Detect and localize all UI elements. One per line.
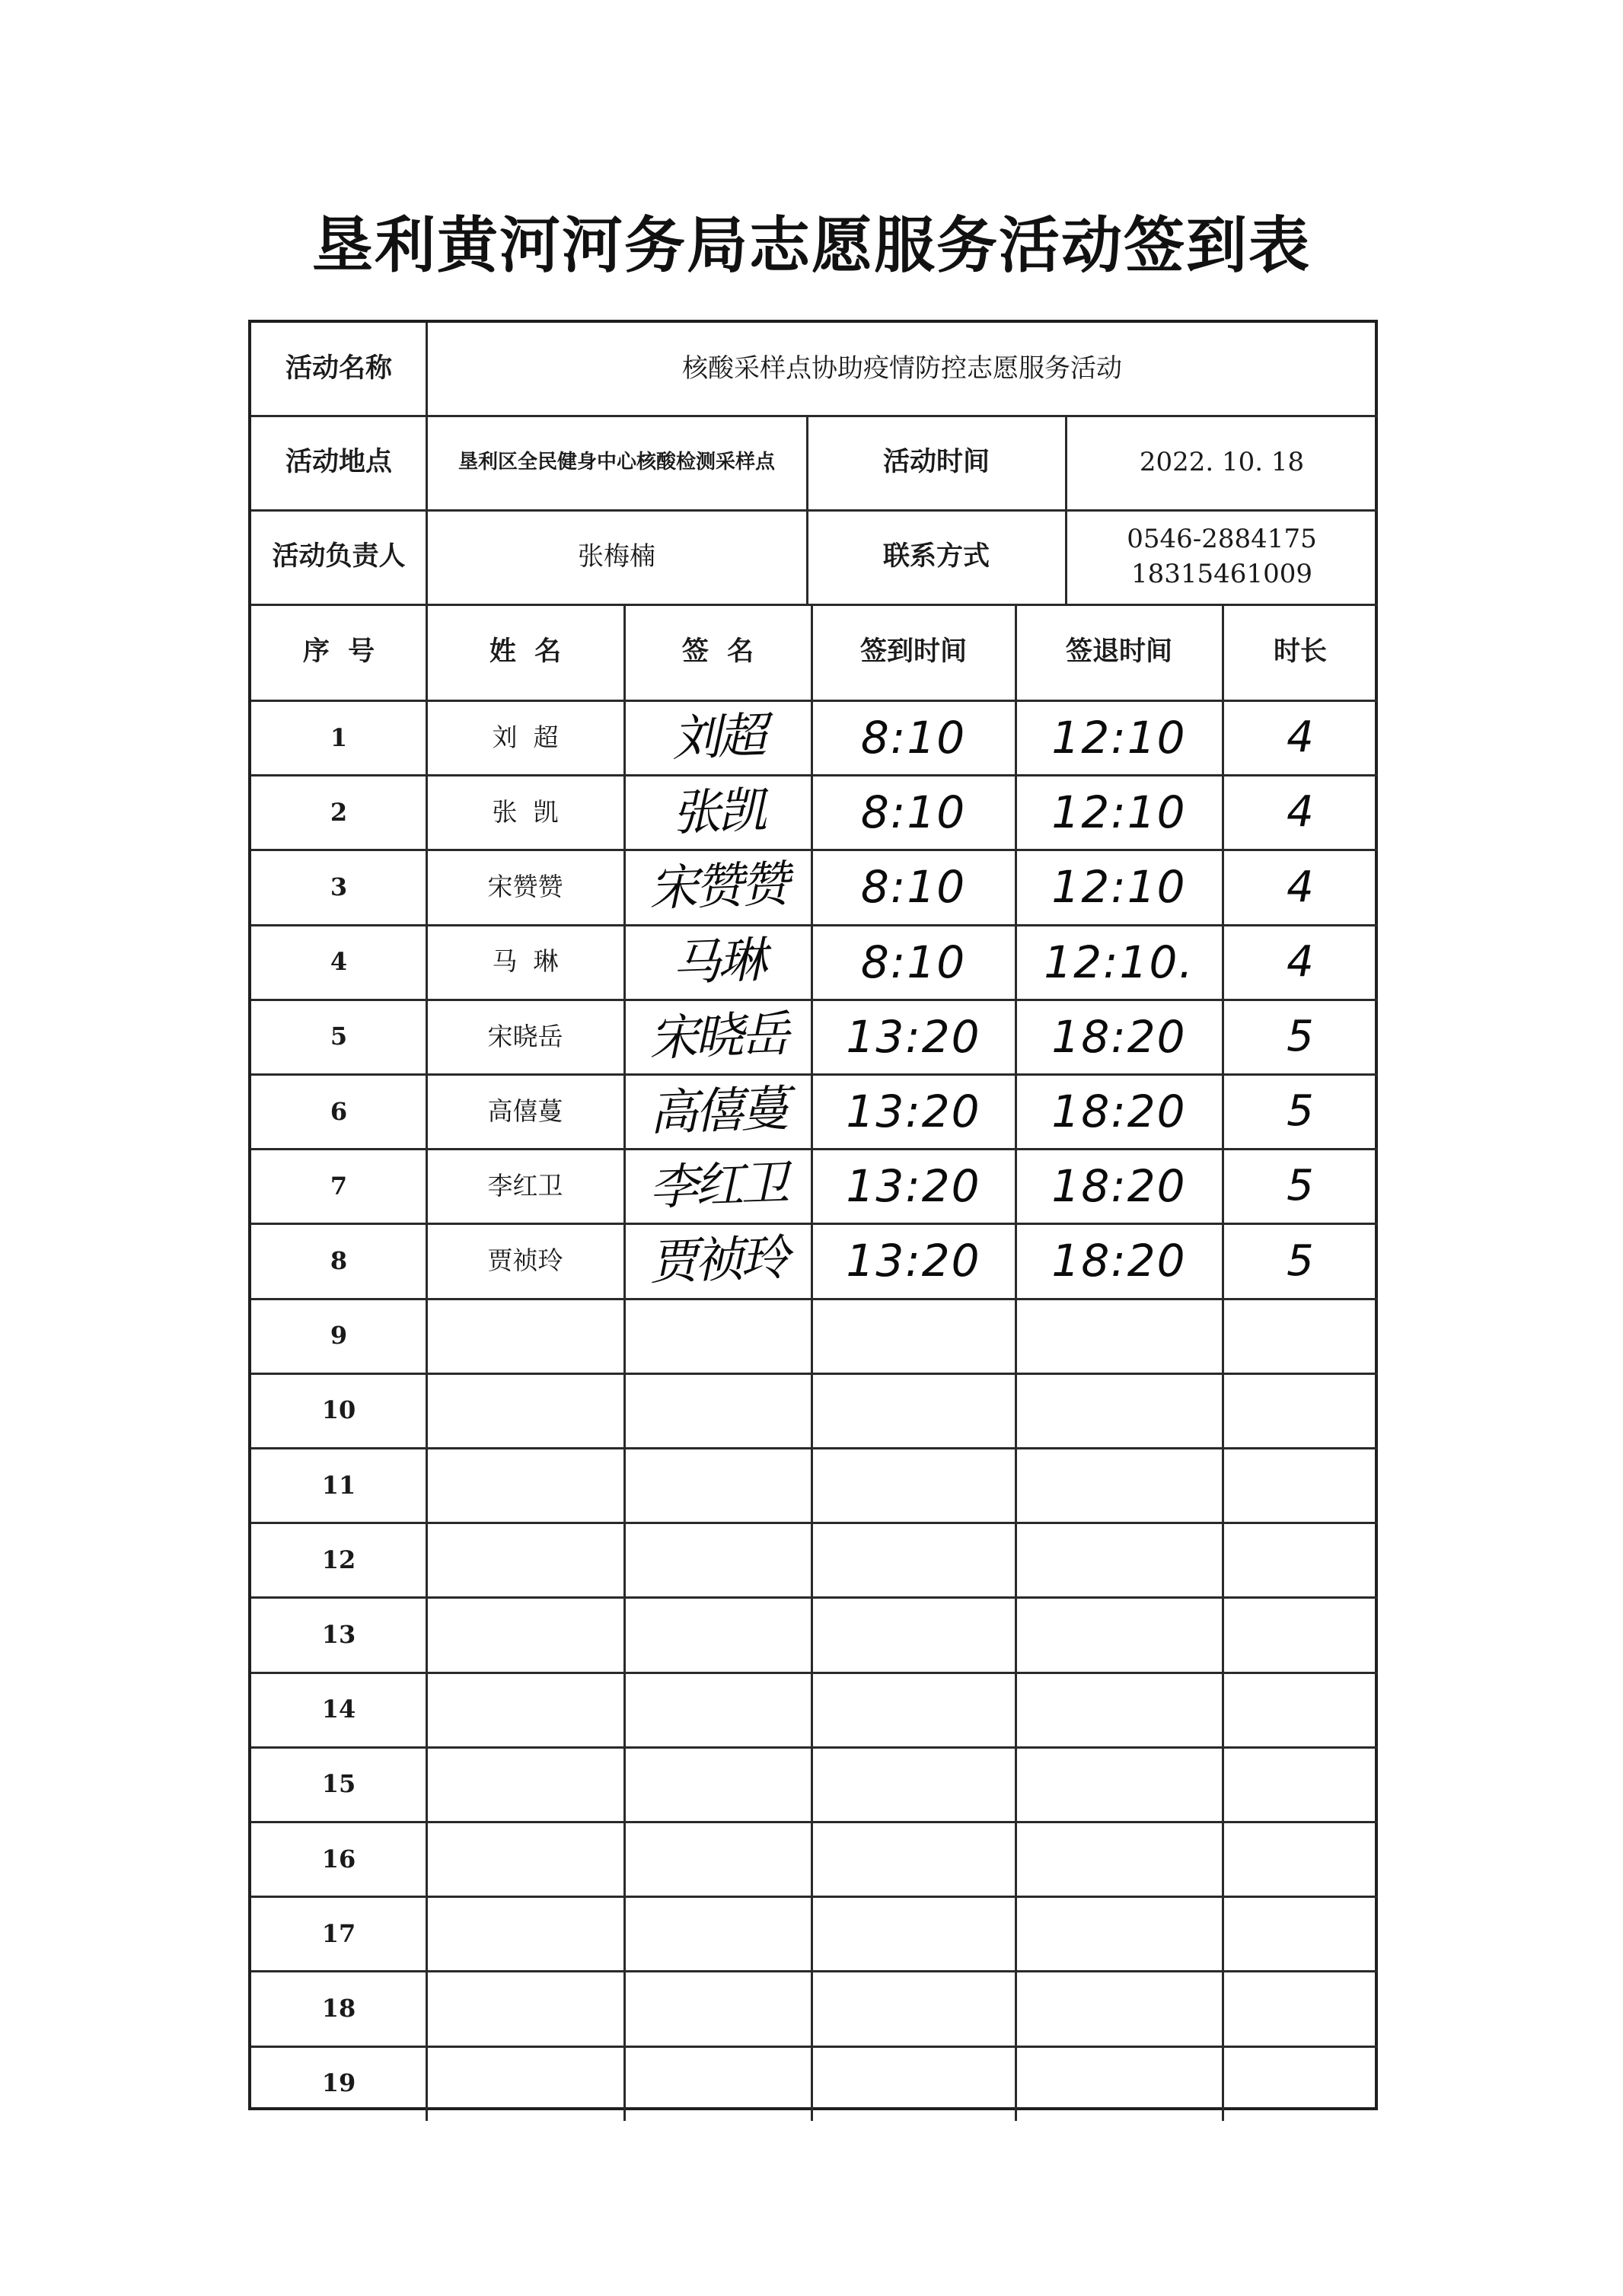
volunteer-name — [426, 1747, 624, 1822]
volunteer-name — [426, 1673, 624, 1747]
handwritten-signature — [623, 1370, 812, 1452]
duration-hours — [1223, 1523, 1378, 1597]
row-number: 12 — [321, 1545, 356, 1574]
grid-line — [623, 604, 626, 2121]
volunteer-name: 贾祯玲 — [487, 1245, 563, 1276]
duration-hours — [1223, 1448, 1378, 1523]
sign-in-time — [812, 1673, 1016, 1747]
volunteer-name — [426, 1971, 624, 2046]
volunteer-name — [426, 1896, 624, 1971]
volunteer-name: 李红卫 — [487, 1171, 563, 1201]
header-signature: 签 名 — [681, 636, 754, 668]
duration-hours: 5 — [1287, 1086, 1314, 1137]
sign-in-time — [812, 1299, 1016, 1373]
row-number: 6 — [330, 1096, 348, 1126]
duration-hours — [1223, 1747, 1378, 1822]
grid-line — [251, 1298, 1378, 1300]
handwritten-signature — [623, 1819, 812, 1900]
row-number: 7 — [330, 1171, 348, 1201]
sign-in-time — [812, 1747, 1016, 1822]
sign-in-time — [812, 1523, 1016, 1597]
volunteer-name — [426, 1523, 624, 1597]
handwritten-signature: 宋赞赞 — [648, 856, 788, 918]
handwritten-signature: 贾祯玲 — [648, 1230, 788, 1292]
sign-in-time — [812, 1896, 1016, 1971]
handwritten-signature — [623, 2042, 812, 2124]
handwritten-signature — [623, 1669, 812, 1750]
sign-out-time: 12:10 — [1051, 786, 1187, 839]
handwritten-signature — [623, 1893, 812, 1975]
handwritten-signature — [623, 1744, 812, 1826]
sign-out-time — [1016, 1448, 1223, 1523]
volunteer-name: 刘 超 — [492, 722, 559, 752]
sign-in-time — [812, 1822, 1016, 1896]
leader-value: 张梅楠 — [578, 541, 655, 572]
sign-out-time — [1016, 1747, 1223, 1822]
grid-line — [251, 2046, 1378, 2048]
sign-out-time: 12:10 — [1051, 861, 1187, 914]
duration-hours: 5 — [1287, 1012, 1314, 1062]
duration-hours — [1223, 1971, 1378, 2046]
handwritten-signature — [623, 1520, 812, 1601]
sign-out-time — [1016, 2046, 1223, 2121]
handwritten-signature — [623, 1445, 812, 1526]
grid-line — [251, 415, 1378, 417]
grid-line — [251, 1148, 1378, 1150]
row-number: 17 — [321, 1918, 356, 1948]
grid-line — [251, 1073, 1378, 1076]
sign-in-time: 8:10 — [860, 786, 967, 839]
sign-in-time: 8:10 — [860, 861, 967, 914]
grid-line — [251, 1970, 1378, 1972]
header-sign-in: 签到时间 — [859, 636, 967, 668]
sign-out-time — [1016, 1673, 1223, 1747]
volunteer-name — [426, 2046, 624, 2121]
duration-hours: 5 — [1287, 1161, 1314, 1211]
row-number: 13 — [321, 1619, 356, 1649]
row-number: 1 — [330, 722, 348, 752]
sign-in-time — [812, 1971, 1016, 2046]
handwritten-signature: 张凯 — [671, 783, 765, 843]
grid-line — [251, 774, 1378, 776]
row-number: 18 — [321, 1993, 356, 2023]
handwritten-signature: 马琳 — [671, 932, 765, 992]
time-value: 2022. 10. 18 — [1139, 447, 1305, 478]
volunteer-name — [426, 1373, 624, 1448]
grid-line — [251, 1373, 1378, 1375]
handwritten-signature — [623, 1594, 812, 1676]
contact-label: 联系方式 — [882, 541, 990, 572]
grid-line — [251, 1746, 1378, 1749]
handwritten-signature: 刘超 — [671, 707, 765, 767]
grid-line — [251, 700, 1378, 702]
duration-hours: 4 — [1287, 787, 1314, 837]
grid-line — [251, 924, 1378, 926]
sign-in-time: 13:20 — [846, 1160, 981, 1213]
sign-in-time — [812, 1373, 1016, 1448]
sign-out-time — [1016, 1597, 1223, 1672]
row-number: 3 — [330, 872, 348, 901]
sign-out-time — [1016, 1373, 1223, 1448]
duration-hours — [1223, 1299, 1378, 1373]
sign-out-time: 12:10 — [1051, 711, 1187, 764]
activity-name-label: 活动名称 — [285, 353, 392, 384]
grid-line — [1015, 604, 1017, 2121]
duration-hours: 4 — [1287, 713, 1314, 763]
grid-line — [251, 1596, 1378, 1599]
handwritten-signature — [623, 1295, 812, 1376]
row-number: 11 — [321, 1470, 356, 1500]
grid-line — [251, 1223, 1378, 1225]
volunteer-name: 宋晓岳 — [487, 1021, 563, 1051]
volunteer-name — [426, 1448, 624, 1523]
duration-hours — [1223, 1673, 1378, 1747]
handwritten-signature: 李红卫 — [648, 1155, 788, 1217]
sign-in-time: 13:20 — [846, 1235, 981, 1287]
row-number: 5 — [330, 1022, 348, 1051]
sign-in-time: 8:10 — [860, 711, 967, 764]
sign-out-time — [1016, 1299, 1223, 1373]
sign-out-time — [1016, 1822, 1223, 1896]
duration-hours: 4 — [1287, 862, 1314, 912]
row-number: 19 — [321, 2068, 356, 2098]
grid-line — [426, 323, 428, 604]
duration-hours — [1223, 1597, 1378, 1672]
grid-line — [251, 1522, 1378, 1524]
row-number: 8 — [330, 1245, 348, 1275]
grid-line — [811, 604, 813, 2121]
sign-in-time — [812, 1448, 1016, 1523]
contact-phone-2: 18315461009 — [1131, 559, 1312, 589]
row-number: 4 — [330, 947, 348, 977]
volunteer-name — [426, 1597, 624, 1672]
duration-hours: 4 — [1287, 936, 1314, 987]
grid-line — [1222, 604, 1224, 2121]
sign-in-time — [812, 1597, 1016, 1672]
grid-line — [251, 509, 1378, 512]
header-sign-out: 签退时间 — [1065, 636, 1172, 668]
volunteer-name: 马 琳 — [492, 946, 559, 977]
row-number: 9 — [330, 1321, 348, 1350]
grid-line — [251, 1821, 1378, 1823]
sign-in-sheet — [248, 320, 1378, 2110]
handwritten-signature: 高僖蔓 — [648, 1080, 788, 1143]
grid-line — [806, 416, 808, 604]
handwritten-signature: 宋晓岳 — [648, 1006, 788, 1067]
contact-value — [1066, 510, 1378, 604]
volunteer-name — [426, 1299, 624, 1373]
header-seq: 序 号 — [302, 636, 375, 668]
sign-out-time — [1016, 1971, 1223, 2046]
contact-phone-1: 0546-2884175 — [1127, 524, 1317, 555]
volunteer-name: 宋赞赞 — [487, 872, 563, 902]
sign-out-time: 18:20 — [1051, 1160, 1187, 1213]
sign-in-time: 13:20 — [846, 1010, 981, 1063]
sign-out-time — [1016, 1523, 1223, 1597]
sign-in-time: 13:20 — [846, 1085, 981, 1137]
header-duration: 时长 — [1273, 636, 1327, 668]
row-number: 14 — [321, 1695, 356, 1724]
grid-line — [251, 849, 1378, 851]
sign-in-time — [812, 2046, 1016, 2121]
sign-out-time: 12:10. — [1044, 936, 1194, 988]
grid-line — [251, 1447, 1378, 1449]
volunteer-name: 张 凯 — [492, 797, 559, 827]
duration-hours — [1223, 1373, 1378, 1448]
sign-out-time: 18:20 — [1051, 1235, 1187, 1287]
sign-in-time: 8:10 — [860, 936, 967, 988]
volunteer-name — [426, 1822, 624, 1896]
grid-line — [1065, 416, 1067, 604]
row-number: 10 — [321, 1395, 356, 1425]
grid-line — [251, 1896, 1378, 1898]
grid-line — [251, 999, 1378, 1001]
sign-out-time: 18:20 — [1051, 1010, 1187, 1063]
sign-out-time: 18:20 — [1051, 1085, 1187, 1137]
grid-line — [251, 1672, 1378, 1674]
row-number: 16 — [321, 1844, 356, 1873]
location-label: 活动地点 — [285, 447, 392, 478]
time-label: 活动时间 — [882, 447, 990, 478]
duration-hours — [1223, 1822, 1378, 1896]
volunteer-name: 高僖蔓 — [487, 1095, 563, 1126]
grid-line — [426, 604, 428, 2121]
sign-out-time — [1016, 1896, 1223, 1971]
row-number: 15 — [321, 1769, 356, 1799]
duration-hours: 5 — [1287, 1236, 1314, 1286]
activity-name-value: 核酸采样点协助疫情防控志愿服务活动 — [682, 353, 1122, 384]
leader-label: 活动负责人 — [272, 541, 406, 572]
document-title: 垦利黄河河务局志愿服务活动签到表 — [312, 210, 1311, 281]
header-name: 姓 名 — [489, 636, 562, 668]
row-number: 2 — [330, 797, 348, 827]
handwritten-signature — [623, 1968, 812, 2049]
location-value: 垦利区全民健身中心核酸检测采样点 — [458, 451, 775, 474]
duration-hours — [1223, 1896, 1378, 1971]
duration-hours — [1223, 2046, 1378, 2121]
